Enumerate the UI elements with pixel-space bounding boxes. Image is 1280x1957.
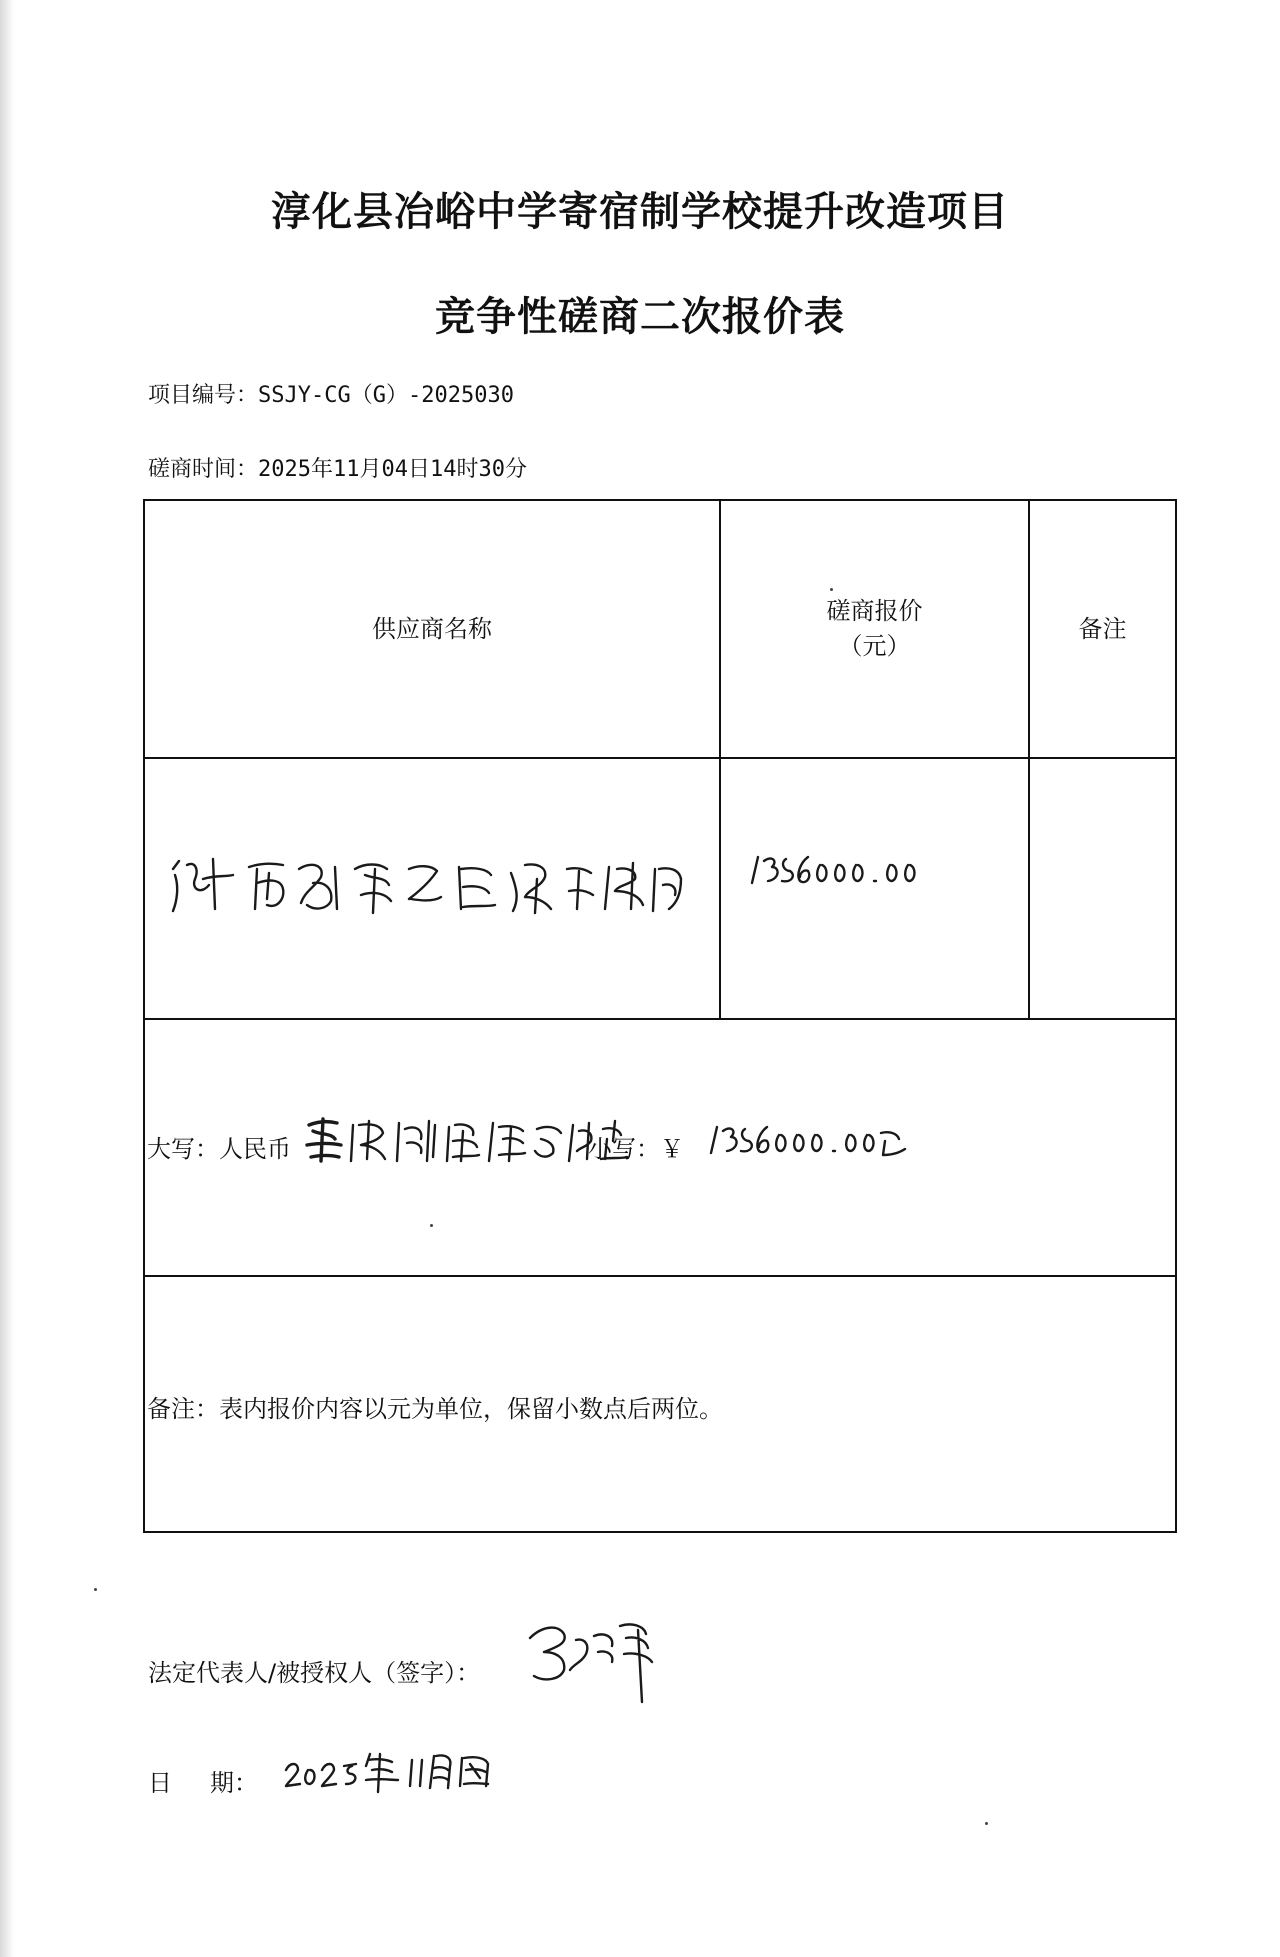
supplier-name-handwriting	[165, 839, 685, 919]
table-rule-row	[143, 1018, 1177, 1020]
table-rule-amount	[143, 1275, 1177, 1277]
date-label-day: 日	[148, 1769, 172, 1797]
project-number-label: 项目编号：	[148, 383, 259, 408]
header-remark-text: 备注	[1078, 614, 1127, 643]
table-note: 备注：表内报价内容以元为单位，保留小数点后两位。	[147, 1395, 723, 1423]
table-border-bottom	[143, 1531, 1177, 1533]
header-price-text: 磋商报价	[826, 597, 923, 626]
header-supplier	[145, 501, 719, 757]
project-number	[148, 378, 514, 409]
quotation-table	[143, 499, 1177, 1533]
scan-speck	[94, 1588, 97, 1591]
negotiation-time-label: 磋商时间：	[148, 457, 259, 482]
scan-speck	[830, 588, 833, 591]
price-handwriting	[750, 849, 920, 889]
negotiation-time-value: 2025年11月04日14时30分	[258, 457, 527, 482]
date-handwriting	[282, 1740, 512, 1794]
date-label-period: 期：	[210, 1769, 258, 1797]
project-number-value: SSJY-CG（G）-2025030	[258, 383, 514, 408]
table-border-right	[1175, 499, 1177, 1533]
document-subtitle: 竞争性磋商二次报价表	[435, 293, 845, 340]
negotiation-time	[148, 452, 527, 483]
table-rule-header	[143, 757, 1177, 759]
representative-label: 法定代表人/被授权人（签字）：	[148, 1659, 481, 1687]
header-remark	[1030, 501, 1175, 757]
scan-speck	[985, 1822, 988, 1825]
amount-upper-label: 大写：人民币	[147, 1135, 291, 1163]
amount-upper-handwriting	[303, 1111, 633, 1167]
header-price	[721, 501, 1028, 757]
document-title: 淳化县冶峪中学寄宿制学校提升改造项目	[271, 188, 1009, 235]
representative-signature	[524, 1618, 674, 1708]
header-price-unit: （元）	[838, 632, 911, 660]
amount-lower-label: 小写：￥	[588, 1135, 684, 1163]
amount-lower-handwriting	[709, 1119, 909, 1159]
scan-speck	[430, 1224, 433, 1227]
header-supplier-text: 供应商名称	[372, 614, 492, 643]
